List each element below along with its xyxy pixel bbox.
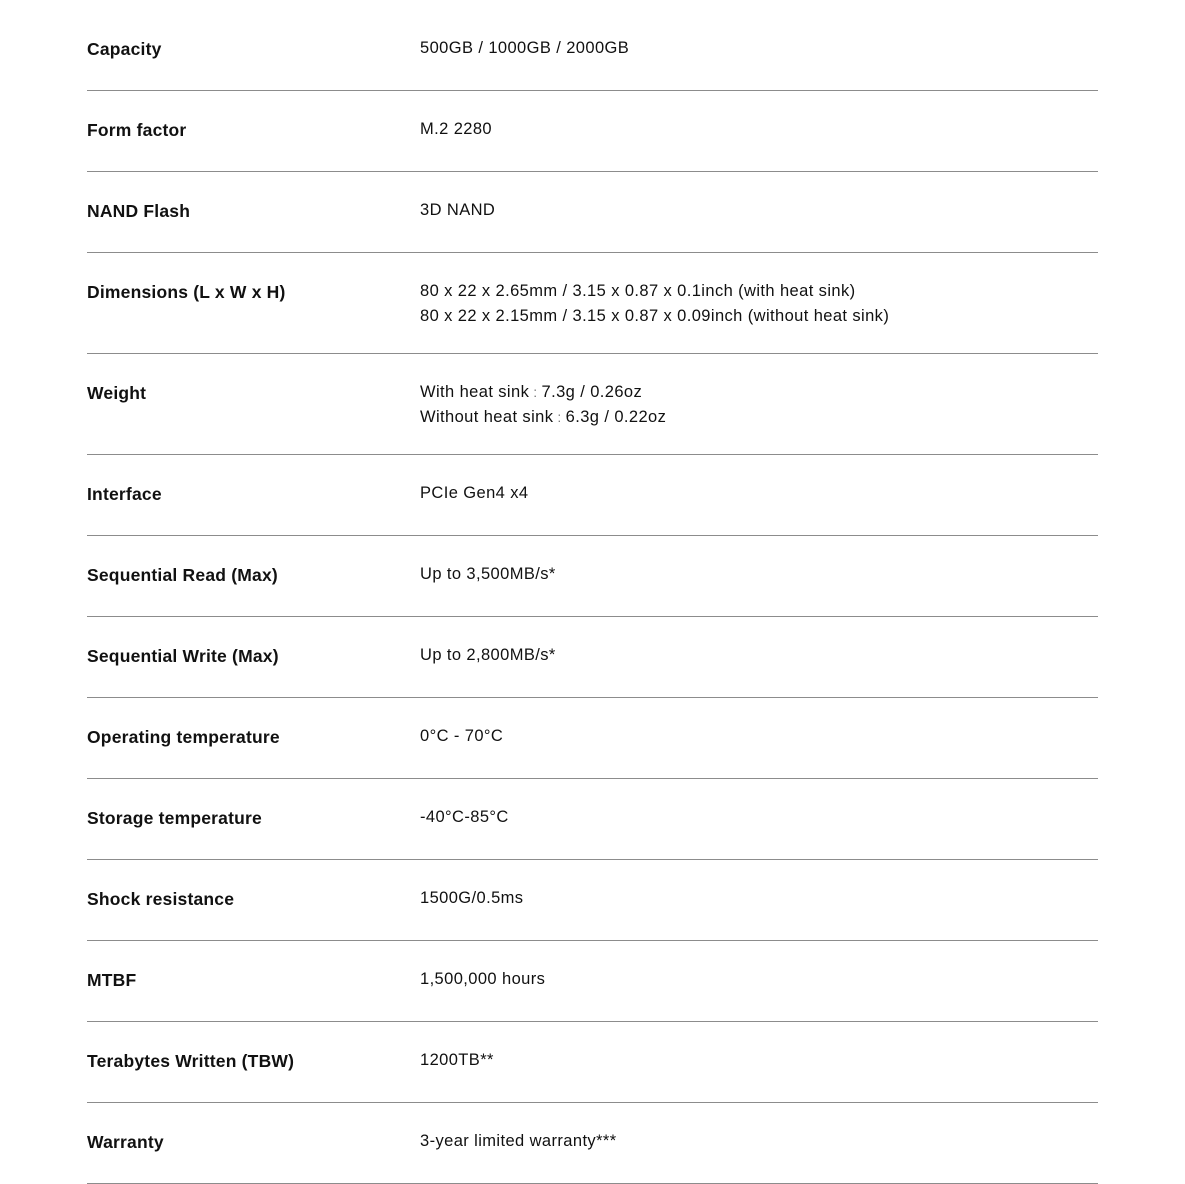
spec-value-line: 0°C - 70°C (420, 727, 504, 745)
spec-value (420, 967, 1098, 992)
spec-value-line: M.2 2280 (420, 120, 492, 138)
spec-label: Capacity (87, 39, 162, 59)
spec-value-line: 3-year limited warranty*** (420, 1132, 617, 1150)
spec-value-line: Up to 2,800MB/s* (420, 646, 556, 664)
weight-variant-name: With heat sink (420, 383, 530, 401)
spec-label: Form factor (87, 120, 187, 140)
spec-label: Weight (87, 383, 147, 403)
spec-value-line: 80 x 22 x 2.65mm / 3.15 x 0.87 x 0.1inch (with heat sink) (420, 282, 856, 300)
spec-row-storage-temperature (87, 779, 1098, 860)
weight-variant-name: Without heat sink (420, 408, 554, 426)
spec-label: Dimensions (L x W x H) (87, 282, 286, 302)
spec-row-shock-resistance (87, 860, 1098, 941)
spec-label: Sequential Read (Max) (87, 565, 278, 585)
weight-variant-value: 7.3g / 0.26oz (541, 383, 643, 401)
spec-value (420, 805, 1098, 830)
spec-value (420, 117, 1098, 142)
spec-value-line: 500GB / 1000GB / 2000GB (420, 39, 630, 57)
weight-separator: : (533, 384, 538, 400)
spec-value-line (420, 380, 1098, 405)
spec-value-line: -40°C-85°C (420, 808, 509, 826)
spec-value-line: 1500G/0.5ms (420, 889, 524, 907)
spec-value (420, 643, 1098, 668)
spec-value (420, 1129, 1098, 1154)
spec-value-line (420, 405, 1098, 430)
spec-value (420, 36, 1098, 61)
spec-label: Warranty (87, 1132, 164, 1152)
spec-row-interface (87, 455, 1098, 536)
spec-label: Sequential Write (Max) (87, 646, 279, 666)
spec-row-dimensions (87, 253, 1098, 354)
spec-row-tbw (87, 1022, 1098, 1103)
spec-value-line: 80 x 22 x 2.15mm / 3.15 x 0.87 x 0.09inch (without heat sink) (420, 307, 890, 325)
spec-label: Operating temperature (87, 727, 280, 747)
spec-value (420, 724, 1098, 749)
spec-value (420, 380, 1098, 430)
spec-row-operating-temperature (87, 698, 1098, 779)
spec-value (420, 562, 1098, 587)
spec-value (420, 198, 1098, 223)
spec-label: Storage temperature (87, 808, 262, 828)
spec-row-capacity (87, 10, 1098, 91)
spec-row-mtbf (87, 941, 1098, 1022)
spec-value-line: Up to 3,500MB/s* (420, 565, 556, 583)
spec-value-line: PCIe Gen4 x4 (420, 484, 529, 502)
spec-table (87, 10, 1098, 1184)
spec-row-warranty (87, 1103, 1098, 1184)
spec-value-line: 1200TB** (420, 1051, 494, 1069)
spec-label: Interface (87, 484, 162, 504)
weight-variant-value: 6.3g / 0.22oz (565, 408, 667, 426)
spec-label: Terabytes Written (TBW) (87, 1051, 295, 1071)
spec-value (420, 1048, 1098, 1073)
spec-row-form-factor (87, 91, 1098, 172)
spec-value (420, 279, 1098, 329)
spec-row-sequential-write (87, 617, 1098, 698)
spec-value (420, 481, 1098, 506)
weight-separator: : (557, 409, 562, 425)
spec-value-line: 1,500,000 hours (420, 970, 546, 988)
spec-label: Shock resistance (87, 889, 235, 909)
spec-row-sequential-read (87, 536, 1098, 617)
spec-row-weight (87, 354, 1098, 455)
spec-row-nand-flash (87, 172, 1098, 253)
spec-label: NAND Flash (87, 201, 191, 221)
spec-value (420, 886, 1098, 911)
spec-label: MTBF (87, 970, 137, 990)
spec-value-line: 3D NAND (420, 201, 496, 219)
